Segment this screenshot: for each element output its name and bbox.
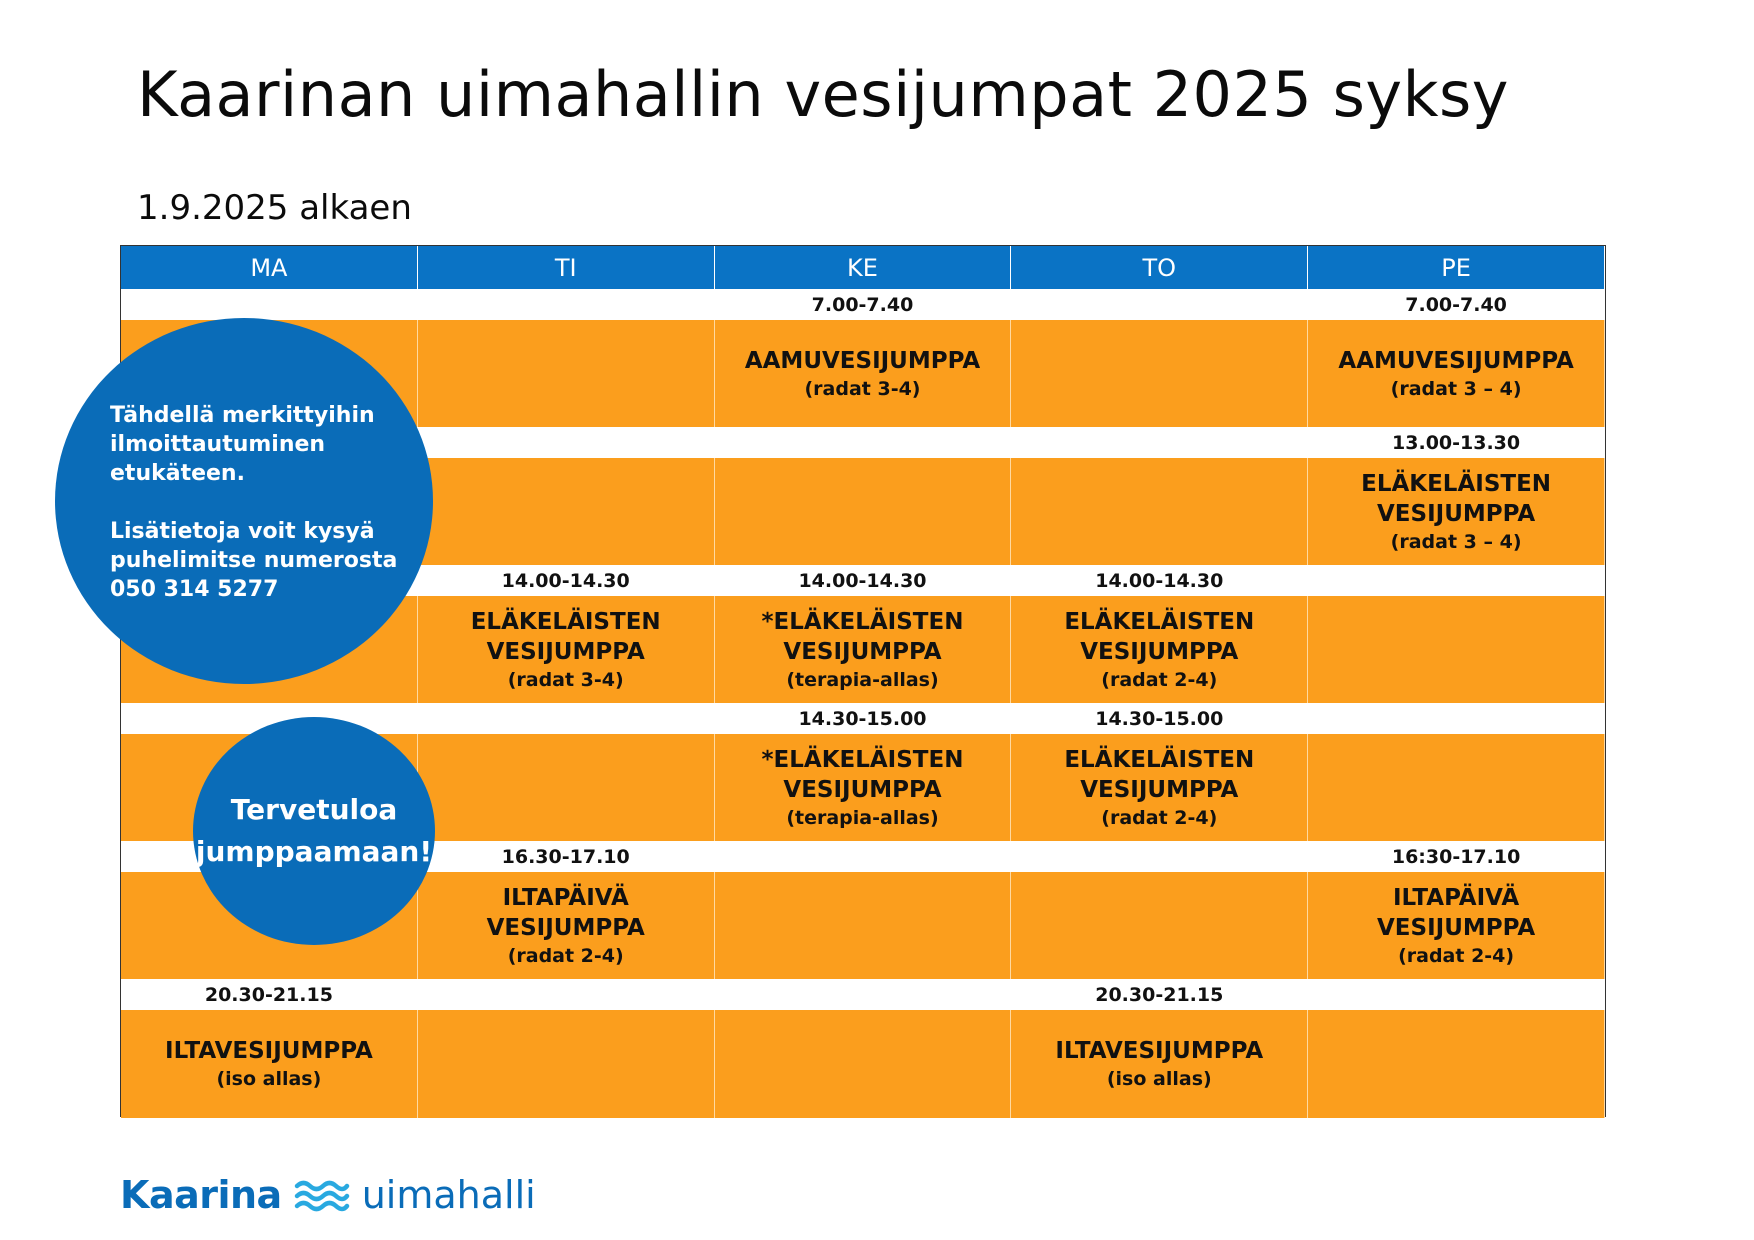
start-date: 1.9.2025 alkaen	[137, 188, 412, 228]
empty-cell	[715, 872, 1012, 979]
time-cell: 14.30-15.00	[715, 703, 1012, 734]
time-cell	[418, 427, 715, 458]
activity-note: (terapia-allas)	[786, 806, 939, 829]
activity-note: (radat 3-4)	[507, 668, 624, 691]
time-cell	[1308, 703, 1605, 734]
activity-note: (iso allas)	[216, 1068, 322, 1090]
time-cell: 16.30-17.10	[418, 841, 715, 872]
activity-name: ILTAPÄIVÄ VESIJUMPPA	[1377, 884, 1536, 941]
empty-cell	[1308, 1010, 1605, 1118]
empty-cell	[1011, 320, 1308, 427]
activity-cell	[715, 734, 1012, 841]
activity-name: ILTAPÄIVÄ VESIJUMPPA	[486, 884, 645, 941]
activity-name: AAMUVESIJUMPPA	[744, 347, 981, 374]
empty-cell	[418, 1010, 715, 1118]
time-cell	[418, 979, 715, 1010]
activity-cell	[418, 596, 715, 703]
activity-cell	[1011, 596, 1308, 703]
empty-cell	[418, 458, 715, 565]
activity-cell	[715, 596, 1012, 703]
activity-note: (radat 3 – 4)	[1390, 377, 1522, 400]
day-header-to: TO	[1011, 246, 1308, 289]
activity-note: (iso allas)	[1106, 1068, 1212, 1090]
activity-note: (terapia-allas)	[786, 668, 939, 691]
activity-cell	[1011, 1010, 1308, 1118]
time-cell	[715, 841, 1012, 872]
time-cell: 7.00-7.40	[1308, 289, 1605, 320]
activity-cell	[715, 320, 1012, 427]
activity-name: AAMUVESIJUMPPA	[1338, 347, 1574, 374]
empty-cell	[1011, 872, 1308, 979]
info-contact-text: Lisätietoja voit kysyä puhelimitse numerosta 050 314 5277	[110, 519, 398, 602]
activity-name: ELÄKELÄISTEN VESIJUMPPA	[1361, 470, 1552, 527]
info-registration-text: Tähdellä merkittyihin ilmoittautuminen etukäteen.	[110, 403, 375, 486]
empty-cell	[418, 734, 715, 841]
empty-cell	[715, 1010, 1012, 1118]
kaarina-uimahalli-logo	[120, 1170, 536, 1220]
day-header-pe: PE	[1308, 246, 1605, 289]
activity-name: ELÄKELÄISTEN VESIJUMPPA	[470, 608, 661, 665]
time-cell	[1011, 841, 1308, 872]
day-header-ke: KE	[715, 246, 1012, 289]
activity-note: (radat 2-4)	[1101, 668, 1218, 691]
activity-note: (radat 2-4)	[507, 944, 624, 967]
time-cell	[418, 289, 715, 320]
activity-cell	[1308, 872, 1605, 979]
welcome-line-1: Tervetuloa	[230, 793, 398, 826]
activity-note: (radat 2-4)	[1398, 944, 1515, 967]
page-title: Kaarinan uimahallin vesijumpat 2025 syksy	[137, 58, 1509, 131]
activity-name: *ELÄKELÄISTEN VESIJUMPPA	[761, 608, 964, 665]
time-cell: 20.30-21.15	[121, 979, 418, 1010]
time-cell: 7.00-7.40	[715, 289, 1012, 320]
activity-name: ILTAVESIJUMPPA	[165, 1038, 373, 1064]
time-cell	[1308, 979, 1605, 1010]
empty-cell	[418, 320, 715, 427]
time-cell: 14.00-14.30	[418, 565, 715, 596]
activity-note: (radat 2-4)	[1101, 806, 1218, 829]
logo-brand: Kaarina	[120, 1173, 282, 1217]
time-cell	[1011, 427, 1308, 458]
empty-cell	[1308, 734, 1605, 841]
activity-note: (radat 3-4)	[804, 377, 921, 400]
day-header-ti: TI	[418, 246, 715, 289]
activity-cell	[1011, 734, 1308, 841]
activity-name: ELÄKELÄISTEN VESIJUMPPA	[1064, 608, 1255, 665]
time-cell: 14.00-14.30	[1011, 565, 1308, 596]
activity-name: *ELÄKELÄISTEN VESIJUMPPA	[761, 746, 964, 803]
activity-note: (radat 3 – 4)	[1390, 530, 1522, 553]
time-cell	[418, 703, 715, 734]
activity-cell	[1308, 458, 1605, 565]
activity-name: ELÄKELÄISTEN VESIJUMPPA	[1064, 746, 1255, 803]
activity-cell	[1308, 320, 1605, 427]
time-cell: 14.00-14.30	[715, 565, 1012, 596]
time-cell: 16:30-17.10	[1308, 841, 1605, 872]
empty-cell	[715, 458, 1012, 565]
time-cell: 20.30-21.15	[1011, 979, 1308, 1010]
welcome-bubble	[193, 717, 435, 945]
day-header-ma: MA	[121, 246, 418, 289]
empty-cell	[1011, 458, 1308, 565]
time-cell	[1308, 565, 1605, 596]
welcome-line-2: jumppaamaan!	[195, 835, 433, 868]
activity-name: ILTAVESIJUMPPA	[1055, 1038, 1264, 1064]
activity-cell	[121, 1010, 418, 1118]
time-cell	[715, 979, 1012, 1010]
info-bubble	[55, 318, 433, 684]
time-cell: 13.00-13.30	[1308, 427, 1605, 458]
time-cell: 14.30-15.00	[1011, 703, 1308, 734]
empty-cell	[1308, 596, 1605, 703]
time-cell	[1011, 289, 1308, 320]
logo-place: uimahalli	[361, 1173, 536, 1217]
activity-cell	[418, 872, 715, 979]
time-cell	[121, 289, 418, 320]
waves-icon	[294, 1178, 350, 1212]
time-cell	[715, 427, 1012, 458]
